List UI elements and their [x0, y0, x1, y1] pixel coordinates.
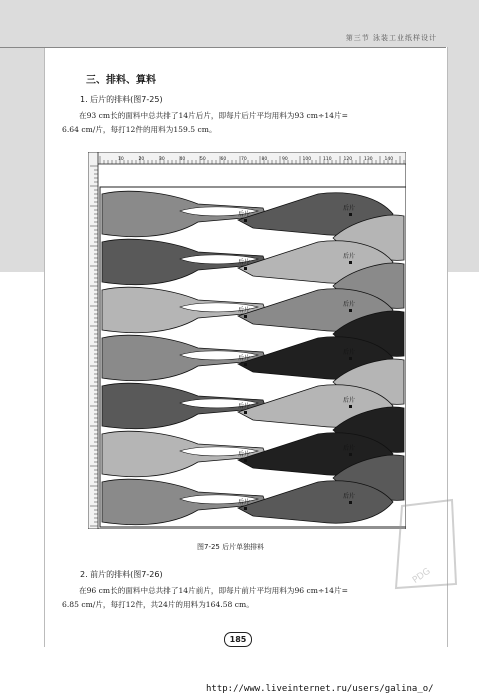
header-rule	[0, 47, 446, 48]
ruler-number: 140	[384, 157, 394, 162]
piece-label: 后片	[238, 499, 251, 506]
piece-label: 后片	[238, 211, 251, 218]
ruler-number: 70	[241, 157, 247, 162]
part1-heading: 1. 后片的排料(图7-25)	[80, 95, 163, 104]
piece-label: 后片	[238, 259, 251, 266]
page-number: 185	[224, 632, 252, 647]
ruler-number: 80	[261, 157, 268, 162]
piece-label: 后片	[343, 445, 356, 452]
ruler-number: 100	[302, 157, 312, 162]
piece-label: 后片	[343, 253, 356, 260]
piece-label: 后片	[343, 493, 356, 500]
library-stamp-watermark	[392, 498, 458, 590]
ruler-number: 60	[220, 157, 227, 162]
piece-label: 后片	[238, 307, 251, 314]
part1-line1: 在93 cm长的面料中总共排了14片后片，即每片后片平均用料为93 cm÷14片=	[79, 111, 348, 120]
source-url: http://www.liveinternet.ru/users/galina_o/	[206, 684, 434, 694]
piece-label: 后片	[238, 451, 251, 458]
ruler-number: 20	[138, 157, 145, 162]
piece-label: 后片	[343, 349, 356, 356]
ruler-number: 30	[159, 157, 165, 162]
ruler-number: 110	[323, 157, 332, 162]
stamp-text: PDG	[410, 566, 433, 586]
piece-label: 后片	[238, 355, 251, 362]
part2-heading: 2. 前片的排料(图7-26)	[80, 570, 163, 579]
figure-caption: 图7-25 后片单独排料	[197, 543, 265, 551]
running-header: 第三节 泳装工业纸样设计	[345, 34, 437, 42]
ruler-number: 130	[364, 157, 373, 162]
piece-label: 后片	[343, 301, 356, 308]
ruler-number: 40	[179, 157, 186, 162]
ruler-number: 10	[118, 157, 124, 162]
part1-paragraph	[62, 109, 442, 137]
section-title: 三、排料、算料	[86, 75, 156, 86]
part2-line1: 在96 cm长的面料中总共排了14片前片，即每片前片平均用料为96 cm÷14片=	[79, 586, 348, 595]
ruler-number: 50	[200, 157, 206, 162]
piece-label: 后片	[343, 397, 356, 404]
part2-paragraph	[62, 584, 442, 612]
ruler-number: 120	[343, 157, 353, 162]
marker-layout-figure	[88, 152, 406, 529]
ruler-number: 90	[282, 157, 288, 162]
piece-label: 后片	[343, 205, 356, 212]
part1-line2: 6.64 cm/片，每打12件的用料为159.5 cm。	[62, 125, 217, 134]
part2-line2: 6.85 cm/片，每打12件，共24片的用料为164.58 cm。	[62, 600, 254, 609]
piece-label: 后片	[238, 403, 251, 410]
